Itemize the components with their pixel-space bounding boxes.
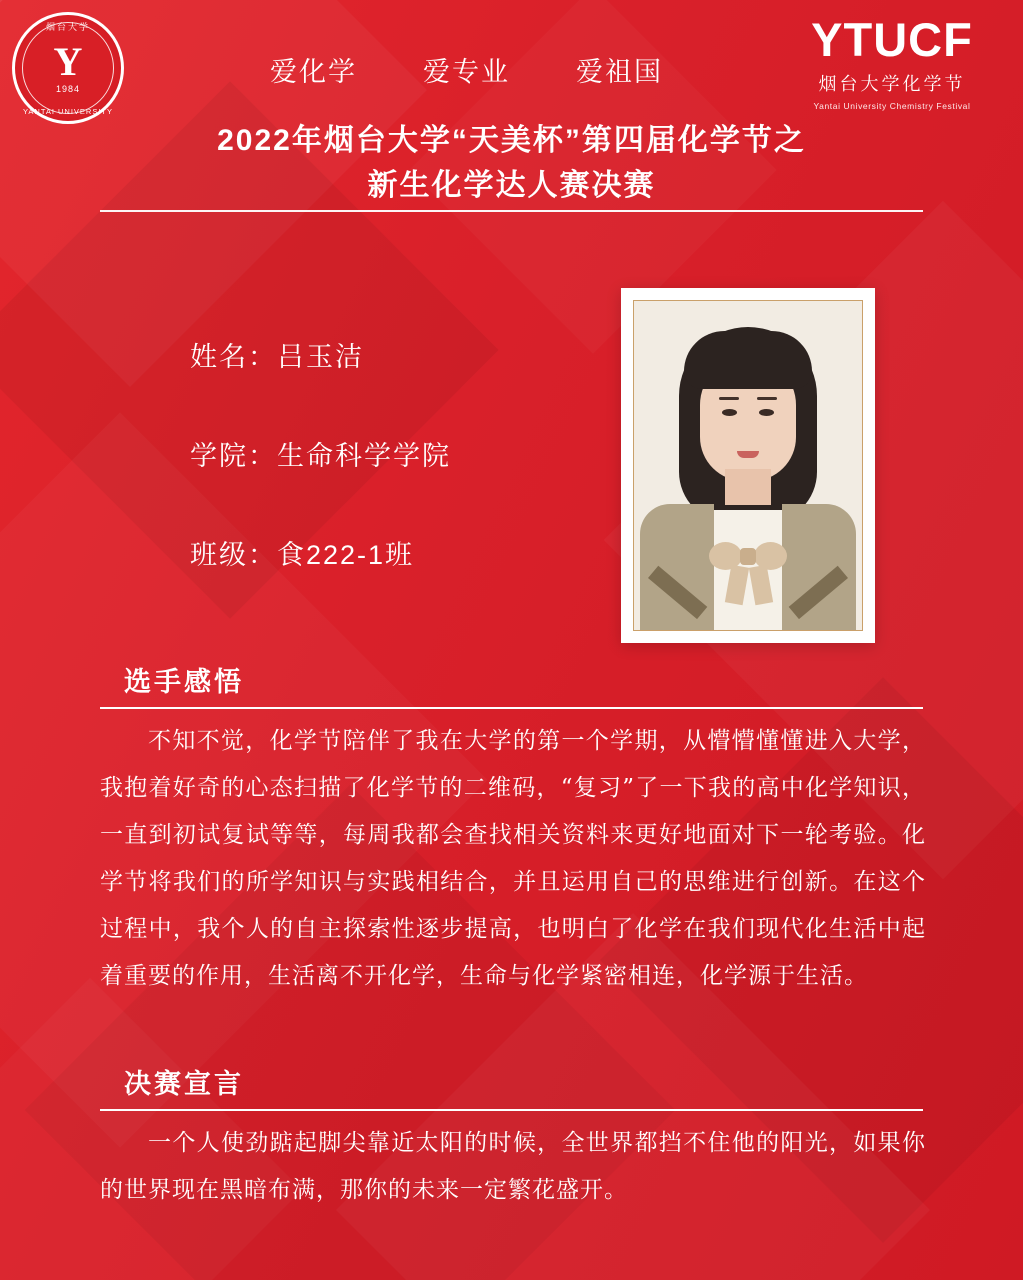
- section-header-declaration: [100, 1062, 923, 1111]
- festival-brand-title: YTUCF: [811, 13, 973, 66]
- class-value: 食222-1班: [277, 540, 415, 570]
- university-logo-cn: 烟台大学: [45, 22, 90, 32]
- university-logo: [12, 12, 132, 132]
- portrait-eye-right: [759, 409, 774, 416]
- university-logo-inner: [22, 22, 114, 114]
- portrait-fringe: [684, 331, 812, 389]
- portrait-bow-knot: [740, 548, 756, 565]
- festival-brand: [787, 13, 997, 111]
- section-title-declaration: 决赛宣言: [124, 1069, 244, 1099]
- university-logo-year: 1984: [55, 84, 81, 94]
- section-divider-declaration: [100, 1109, 923, 1111]
- portrait-brow-left: [719, 397, 739, 400]
- slogan-item-3: 爱祖国: [576, 57, 663, 88]
- section-title-reflection: 选手感悟: [124, 667, 244, 697]
- slogan-item-2: 爱专业: [423, 57, 510, 88]
- university-logo-en: YANTAI UNIVERSITY: [22, 107, 114, 116]
- festival-brand-cn: 烟台大学化学节: [818, 74, 966, 94]
- page-title: [0, 118, 1023, 208]
- university-logo-circle: [12, 12, 124, 124]
- college-value: 生命科学学院: [277, 441, 451, 471]
- name-value: 吕玉洁: [277, 342, 364, 372]
- page-title-line-2: 新生化学达人赛决赛: [367, 169, 656, 202]
- college-label: 学院：: [190, 441, 277, 471]
- section-divider-reflection: [100, 707, 923, 709]
- poster-header: [0, 0, 1023, 215]
- contestant-photo: [633, 300, 863, 631]
- contestant-photo-frame: [621, 288, 875, 643]
- section-header-reflection: [100, 660, 923, 709]
- portrait-eye-left: [722, 409, 737, 416]
- slogan-group: [270, 50, 663, 89]
- section-body-reflection: 不知不觉，化学节陪伴了我在大学的第一个学期，从懵懵懂懂进入大学，我抱着好奇的心态扫描了化学节的二维码，“复习”了一下我的高中化学知识，一直到初试复试等等，每周我都会查找相关资料来更好地面对下一轮考验。化学节将我们的所学知识与实践相结合，并且运用自己的思维进行创新。在这个过程中，我个人的自主探索性逐步提高，也明白了化学在我们现代化生活中起着重要的作用，生活离不开化学，生命与化学紧密相连，化学源于生活。: [100, 728, 926, 989]
- name-label: 姓名：: [190, 342, 277, 372]
- page-title-line-1: 2022年烟台大学“天美杯”第四届化学节之: [217, 124, 806, 157]
- festival-brand-en: Yantai University Chemistry Festival: [813, 101, 971, 111]
- university-logo-mark: Y: [53, 39, 83, 84]
- section-body-declaration: 一个人使劲踮起脚尖靠近太阳的时候，全世界都挡不住他的阳光，如果你的世界现在黑暗布满，那你的未来一定繁花盛开。: [100, 1130, 926, 1203]
- info-row-class: [190, 533, 451, 572]
- portrait-brow-right: [757, 397, 777, 400]
- header-divider: [100, 210, 923, 212]
- portrait-mouth: [737, 451, 759, 458]
- portrait-bow: [709, 542, 787, 572]
- contestant-info: [190, 335, 451, 572]
- portrait-neck: [725, 469, 771, 505]
- info-row-name: [190, 335, 451, 374]
- slogan-item-1: 爱化学: [270, 57, 357, 88]
- class-label: 班级：: [190, 540, 277, 570]
- info-row-college: [190, 434, 451, 473]
